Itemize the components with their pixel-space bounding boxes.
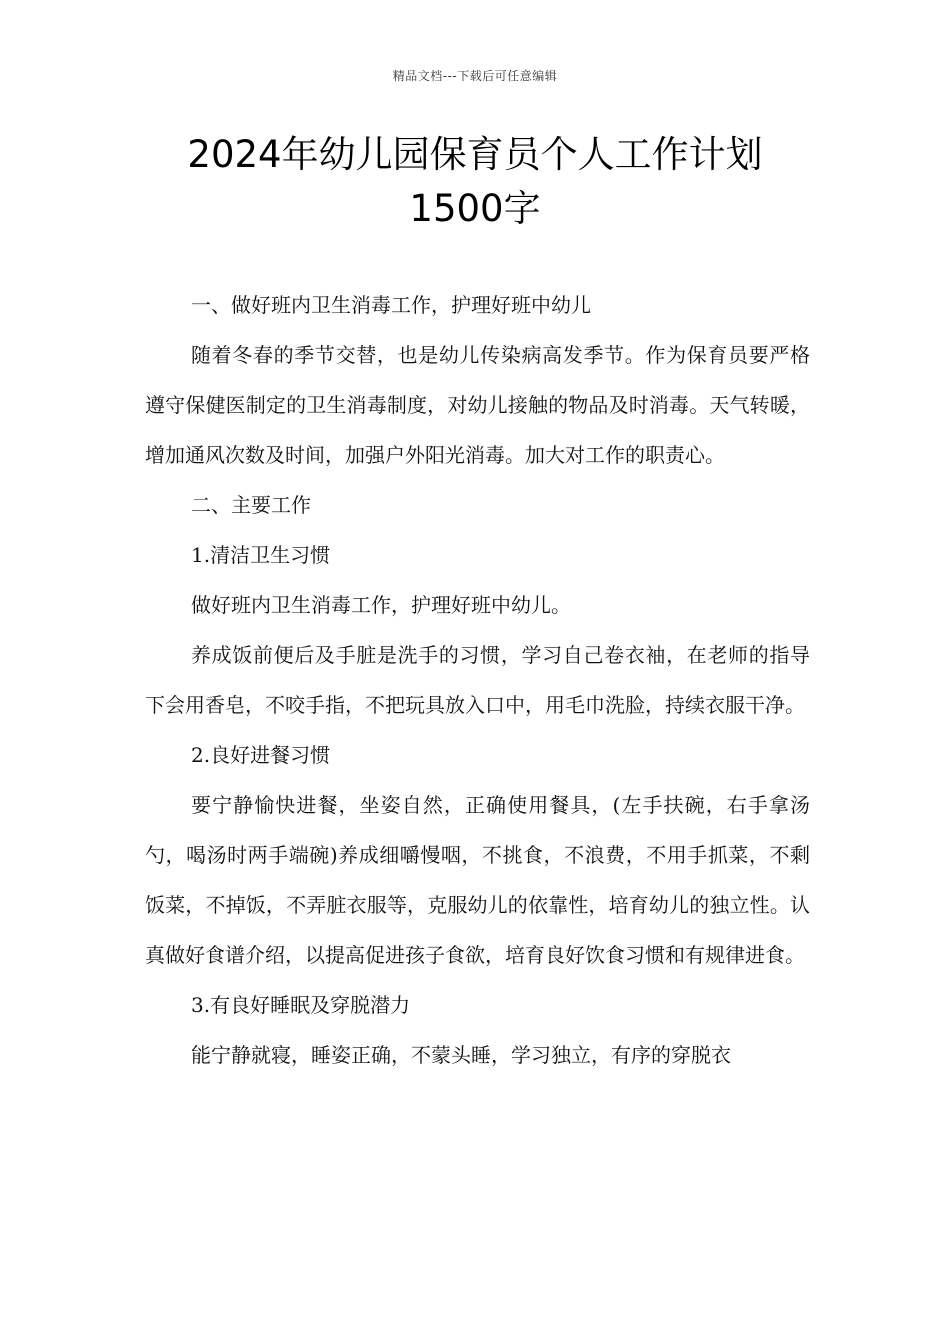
title-line-2: 1500字 <box>409 187 541 230</box>
header-note: 精品文档---下载后可任意编辑 <box>392 69 558 83</box>
paragraph: 能宁静就寝，睡姿正确，不蒙头睡，学习独立，有序的穿脱衣 <box>191 1043 731 1067</box>
document-title <box>0 128 950 236</box>
section-heading-1: 一、做好班内卫生消毒工作，护理好班中幼儿 <box>191 293 591 317</box>
section-heading-2: 二、主要工作 <box>191 493 311 517</box>
paragraph: 随着冬春的季节交替，也是幼儿传染病高发季节。作为保育员要严格遵守保健医制定的卫生消毒制度，对幼儿接触的物品及时消毒。天气转暖，增加通风次数及时间，加强户外阳光消毒。加大对工作的职责心。 <box>145 343 810 467</box>
subheading-3: 3.有良好睡眠及穿脱潜力 <box>191 993 411 1017</box>
paragraph: 养成饭前便后及手脏是洗手的习惯，学习自己卷衣袖，在老师的指导下会用香皂，不咬手指，不把玩具放入口中，用毛巾洗脸，持续衣服干净。 <box>145 643 810 717</box>
paragraph: 做好班内卫生消毒工作，护理好班中幼儿。 <box>191 593 571 617</box>
paragraph: 要宁静愉快进餐，坐姿自然，正确使用餐具，(左手扶碗，右手拿汤勺，喝汤时两手端碗)养成细嚼慢咽，不挑食，不浪费，不用手抓菜，不剩饭菜，不掉饭，不弄脏衣服等，克服幼儿的依靠性，培育幼儿的独立性。认真做好食谱介绍，以提高促进孩子食欲，培育良好饮食习惯和有规律进食。 <box>145 793 810 967</box>
document-body <box>145 280 810 1080</box>
subheading-1: 1.清洁卫生习惯 <box>191 543 331 567</box>
subheading-2: 2.良好进餐习惯 <box>191 743 331 767</box>
title-line-1: 2024年幼儿园保育员个人工作计划 <box>187 133 763 176</box>
